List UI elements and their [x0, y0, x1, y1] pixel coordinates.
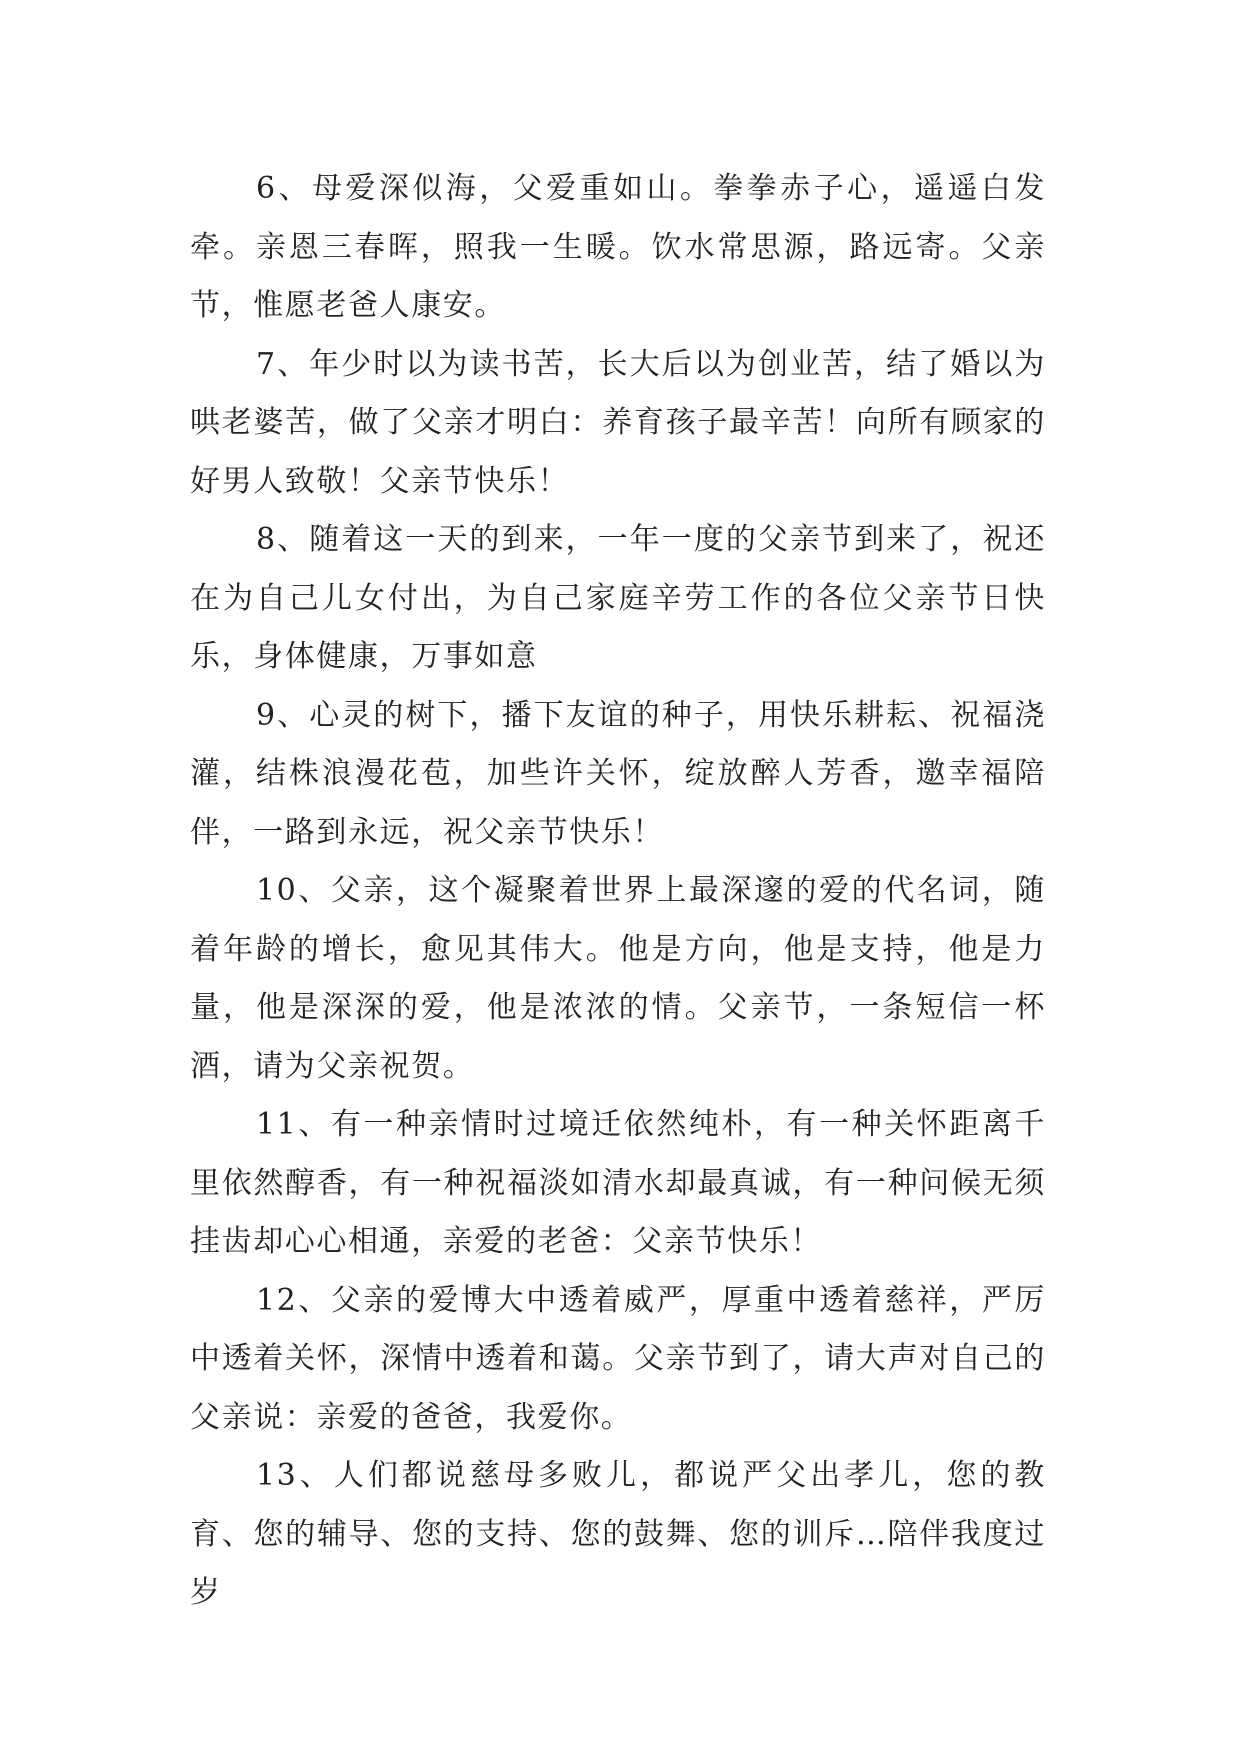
paragraph-7: 7、年少时以为读书苦，长大后以为创业苦，结了婚以为哄老婆苦，做了父亲才明白：养育孩子最辛苦！向所有顾家的好男人致敬！父亲节快乐！ — [190, 346, 1046, 499]
paragraph-6: 6、母爱深似海，父爱重如山。拳拳赤子心，遥遥白发牵。亲恩三春晖，照我一生暖。饮水常思源，路远寄。父亲节，惟愿老爸人康安。 — [190, 171, 1046, 323]
paragraph-9: 9、心灵的树下，播下友谊的种子，用快乐耕耘、祝福浇灌，结株浪漫花苞，加些许关怀，绽放醉人芳香，邀幸福陪伴，一路到永远，祝父亲节快乐！ — [190, 697, 1046, 850]
paragraph-13: 13、人们都说慈母多败儿，都说严父出孝儿，您的教育、您的辅导、您的支持、您的鼓舞、您的训斥…陪伴我度过岁 — [190, 1458, 1046, 1610]
paragraph-11: 11、有一种亲情时过境迁依然纯朴，有一种关怀距离千里依然醇香，有一种祝福淡如清水却最真诚，有一种问候无须挂齿却心心相通，亲爱的老爸：父亲节快乐！ — [190, 1107, 1046, 1259]
paragraph-10: 10、父亲，这个凝聚着世界上最深邃的爱的代名词，随着年龄的增长，愈见其伟大。他是方向，他是支持，他是力量，他是深深的爱，他是浓浓的情。父亲节，一条短信一杯酒，请为父亲祝贺。 — [190, 873, 1046, 1084]
paragraph-8: 8、随着这一天的到来，一年一度的父亲节到来了，祝还在为自己儿女付出，为自己家庭辛劳工作的各位父亲节日快乐，身体健康，万事如意 — [190, 522, 1046, 674]
document-body — [190, 160, 1046, 1623]
paragraph-12: 12、父亲的爱博大中透着威严，厚重中透着慈祥，严厉中透着关怀，深情中透着和蔼。父亲节到了，请大声对自己的父亲说：亲爱的爸爸，我爱你。 — [190, 1282, 1046, 1435]
